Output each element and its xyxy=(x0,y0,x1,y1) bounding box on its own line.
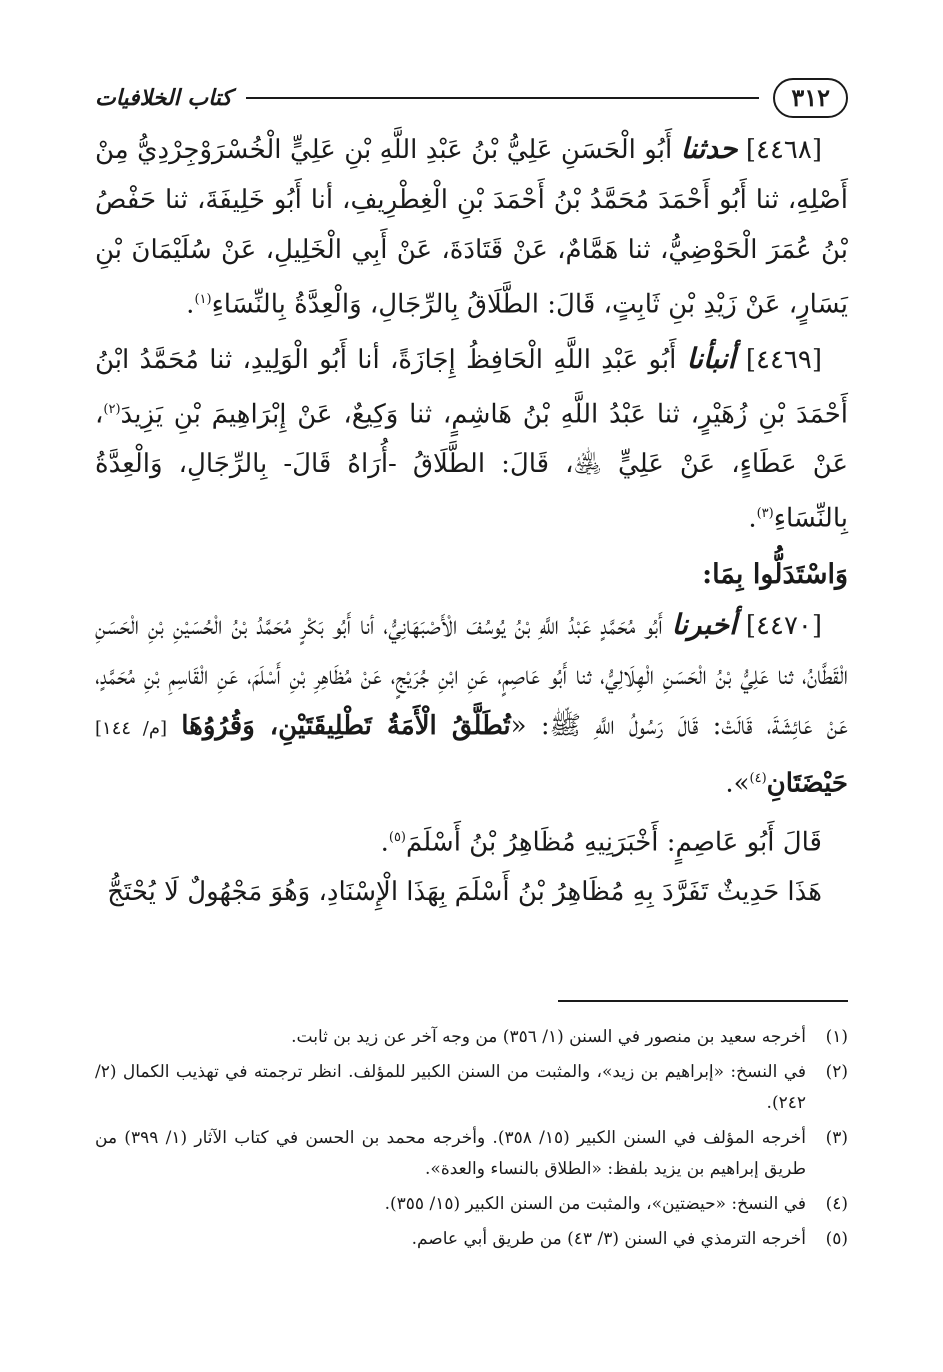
footnote-ref[interactable]: (٥) xyxy=(388,829,406,845)
sentence-end: . xyxy=(380,827,389,858)
transmission-word: أنبأنا xyxy=(686,341,736,375)
hadith-text: أَبُو الْحَسَنِ عَلِيُّ بْنُ عَبْدِ اللَّهِ بْنِ عَلِيٍّ الْخُسْرَوْجِرْدِيُّ مِنْ أَصْلِهِ، ثنا أَبُو أَحْمَدَ مُحَمَّدُ بْنُ أَحْمَدَ بْنِ الْغِطْرِيفِ، أنا أَبُو خَلِيفَةَ، ثنا حَفْصُ بْنُ عُمَرَ الْحَوْضِيُّ، ثنا هَمَّامٌ، عَنْ قَتَادَةَ، عَنْ أَبِي الْخَلِيلِ، عَنْ سُلَيْمَانَ بْنِ يَسَارٍ، عَنْ زَيْدِ بْنِ ثَابِتٍ، قَالَ: الطَّلَاقُ بِالرِّجَالِ، وَالْعِدَّةُ بِالنِّسَاءِ xyxy=(95,135,848,320)
page-header xyxy=(95,74,848,122)
footnote-separator xyxy=(558,1000,848,1002)
footnote xyxy=(95,1189,848,1220)
footnote-number: (٥) xyxy=(825,1229,848,1249)
footnote-number: (٤) xyxy=(825,1194,848,1214)
main-text xyxy=(95,124,848,917)
footnote xyxy=(95,1224,848,1255)
sentence-end: . xyxy=(186,289,195,320)
hadith-text: أَبُو عَبْدِ اللَّهِ الْحَافِظُ إِجَازَةً، أنا أَبُو الْوَلِيدِ، ثنا مُحَمَّدُ ابْنُ أَحْمَدَ بْنِ زُهَيْرٍ، ثنا عَبْدُ اللَّهِ بْنُ هَاشِمٍ، ثنا وَكِيعٌ، عَنْ إِبْرَاهِيمَ بْنِ يَزِيدَ xyxy=(95,344,848,430)
footnote-number: (١) xyxy=(825,1027,848,1047)
sentence-end: . xyxy=(748,503,757,534)
transmission-word: حدثنا xyxy=(680,132,738,165)
footnote-ref[interactable]: (٣) xyxy=(756,506,774,522)
footnotes xyxy=(95,1022,848,1259)
prophetic-quote: تُطَلَّقُ الْأَمَةُ تَطْلِيقَتَيْنِ، وَقُرُوُهَا xyxy=(181,710,511,741)
footnote-text: أخرجه الترمذي في السنن (٣/ ٤٣) من طريق أبي عاصم. xyxy=(411,1229,806,1249)
book-title: كتاب الخلافيات xyxy=(95,85,232,111)
transmission-word: أخبرنا xyxy=(671,607,737,641)
footnote-ref[interactable]: (٢) xyxy=(103,401,121,417)
hadith-text: أَبُو مُحَمَّدٍ عَبْدُ اللَّهِ بْنُ يُوسُفَ الْأَصْبَهَانِيُّ، أنا أَبُو بَكْرٍ مُحَمَّدُ بْنُ الْحُسَيْنِ بْنِ الْحَسَنِ الْقَطَّانُ، ثنا عَلِيُّ بْنُ الْحَسَنِ الْهِلَالِيُّ، ثنا أَبُو عَاصِمٍ، عَنِ ابْنِ جُرَيْجٍ، عَنْ مُظَاهِرِ بْنِ أَسْلَمَ، عَنِ الْقَاسِمِ بْنِ مُحَمَّدٍ، عَنْ عَائِشَةَ، قَالَتْ: قَالَ رَسُولُ اللَّهِ ﷺ: « xyxy=(95,610,848,741)
prophetic-quote: حَيْضَتَانِ xyxy=(766,768,848,799)
footnote xyxy=(95,1123,848,1185)
footnote xyxy=(95,1057,848,1119)
paragraph-text: هَذَا حَدِيثٌ تَفَرَّدَ بِهِ مُظَاهِرُ بْنُ أَسْلَمَ بِهَذَا الْإِسْنَادِ، وَهُوَ مَجْهُولٌ لَا يُحْتَجُّ xyxy=(107,877,822,908)
hadith-4470 xyxy=(95,600,848,809)
section-heading: وَاسْتَدَلُّوا بِمَا: xyxy=(702,558,848,590)
page-number: ٣١٢ xyxy=(773,78,848,118)
footnote-text: في النسخ: «إبراهيم بن زيد»، والمثبت من السنن الكبير للمؤلف. انظر ترجمته في تهذيب الكمال (٢/ ٢٤٢). xyxy=(95,1062,806,1113)
abu-asim-paragraph xyxy=(95,813,848,868)
footnote-ref[interactable]: (١) xyxy=(194,292,212,307)
hadith-number: [٤٤٦٨] xyxy=(745,135,822,165)
footnote-text: أخرجه المؤلف في السنن الكبير (١٥/ ٣٥٨). وأخرجه محمد بن الحسن في كتاب الآثار (١/ ٣٩٩) من طريق إبراهيم بن يزيد بلفظ: «الطلاق بالنساء والعدة». xyxy=(95,1128,806,1179)
tafarrud-paragraph xyxy=(95,867,848,917)
hadith-4468 xyxy=(95,124,848,330)
footnote-number: (٢) xyxy=(825,1062,848,1082)
footnote-text: في النسخ: «حيضتين»، والمثبت من السنن الكبير (١٥/ ٣٥٥). xyxy=(384,1194,806,1214)
hadith-text: ، عَنْ عَطَاءٍ، عَنْ عَلِيٍّ ﵁، قَالَ: الطَّلَاقُ -أُرَاهُ قَالَ- بِالرِّجَالِ، وَالْعِدَّةُ بِالنِّسَاءِ xyxy=(95,399,848,534)
hadith-number: [٤٤٧٠] xyxy=(745,610,823,641)
hadith-4469 xyxy=(95,334,848,544)
footnote-number: (٣) xyxy=(825,1128,848,1148)
manuscript-marker: [م/ ١٤٤] xyxy=(95,717,167,739)
paragraph-text: قَالَ أَبُو عَاصِمٍ: أَخْبَرَنِيهِ مُظَاهِرُ بْنُ أَسْلَمَ xyxy=(406,827,822,858)
header-rule xyxy=(246,97,759,99)
footnote xyxy=(95,1022,848,1053)
hadith-number: [٤٤٦٩] xyxy=(745,344,823,375)
footnote-text: أخرجه سعيد بن منصور في السنن (١/ ٣٥٦) من وجه آخر عن زيد بن ثابت. xyxy=(291,1027,806,1047)
sentence-end: ». xyxy=(725,768,750,799)
footnote-ref[interactable]: (٤) xyxy=(749,770,767,786)
